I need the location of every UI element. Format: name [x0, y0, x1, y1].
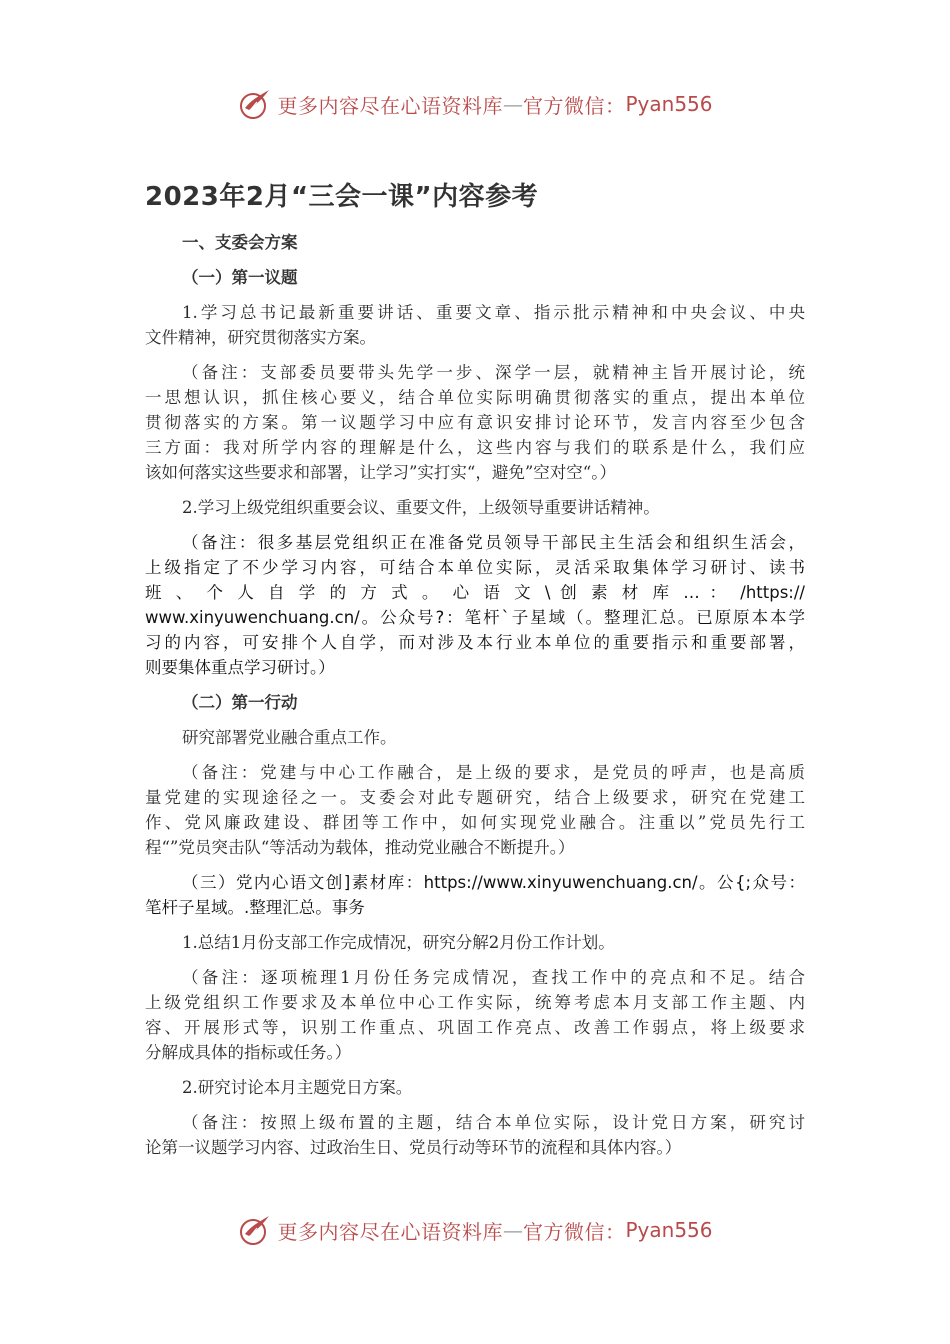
banner-wechat-handle: Pyan556 — [625, 1218, 713, 1242]
banner-official-label: 官方微信： — [522, 1219, 626, 1244]
paragraph-note-3-2: （备注：按照上级布置的主题，结合本单位实际，设计党日方案，研究讨 论第一议题学习内容、过政治生日、党员行动等环节的流程和具体内容。） — [145, 1113, 805, 1157]
paragraph-note-2-1: （备注：党建与中心工作融合，是上级的要求，是党员的呼声，也是高质 量党建的实现途径之一。支委会对此专题研究，结合上级要求，研究在党建工 作、党风廉政建设、群团等工作中，如何实现党业融合。注重以”党员先行工 程“”党员突击队“等活动为载体，推动党业融合不断提升。） — [145, 763, 805, 857]
banner-separator: — — [502, 1218, 523, 1242]
banner-promo-text: 更多内容尽在心语资料库 — [277, 93, 503, 118]
paragraph-note-3-1: （备注：逐项梳理1月份任务完成情况，查找工作中的亮点和不足。结合 上级党组织工作要求及本单位中心工作实际，统筹考虑本月支部工作主题、内 容、开展形式等，识别工作重点、巩固工作亮点、改善工作弱点，将上级要求 分解成具体的指标或任务。） — [145, 968, 805, 1062]
banner-wechat-handle: Pyan556 — [625, 92, 713, 116]
paragraph-item-1-2: 2.学习上级党组织重要会议、重要文件，上级领导重要讲话精神。 — [182, 498, 660, 517]
document-body — [145, 230, 805, 1160]
footer-watermark-banner — [0, 1210, 950, 1250]
subsection-heading: （一）第一议题 — [182, 268, 298, 287]
banner-separator: — — [502, 92, 523, 116]
banner-promo-text: 更多内容尽在心语资料库 — [277, 1219, 503, 1244]
document-title: 2023年2月“三会一课”内容参考 — [145, 182, 539, 212]
paragraph-item-3-2: 2.研究讨论本月主题党日方案。 — [182, 1078, 413, 1097]
paragraph-note-1-2: （备注：很多基层党组织正在准备党员领导干部民主生活会和组织生活会， 上级指定了不少学习内容，可结合本单位实际，灵活采取集体学习研讨、读书 班 、 个 人 自 学 的 方 式 。 心 语 文 \ 创 素 材 库 … ： /https:// www.xinyuwenchuang.cn/。公众号?：笔杆`子星域（。整理汇总。已原原本本学 习的内容，可安排个人自学，而对涉及本行业本单位的重要指示和重要部署， 则要集体重点学习研讨。） — [145, 533, 805, 677]
section-heading: 一、支委会方案 — [182, 233, 298, 252]
quill-seal-icon — [237, 86, 273, 122]
quill-seal-icon — [237, 1212, 273, 1248]
subsection-heading-3: （三）党内心语文创]素材库：https://www.xinyuwenchuang.cn/。公{;众号： 笔杆子星域。.整理汇总。事务 — [145, 873, 805, 917]
header-watermark-banner — [0, 84, 950, 124]
paragraph-item-1-1: 1.学习总书记最新重要讲话、重要文章、指示批示精神和中央会议、中央 文件精神，研究贯彻落实方案。 — [145, 303, 805, 347]
subsection-heading: （二）第一行动 — [182, 693, 298, 712]
paragraph-item-2-1: 研究部署党业融合重点工作。 — [182, 728, 397, 747]
banner-official-label: 官方微信： — [522, 93, 626, 118]
paragraph-item-3-1: 1.总结1月份支部工作完成情况，研究分解2月份工作计划。 — [182, 933, 615, 952]
paragraph-note-1-1: （备注：支部委员要带头先学一步、深学一层，就精神主旨开展讨论，统 一思想认识，抓住核心要义，结合单位实际明确贯彻落实的重点，提出本单位 贯彻落实的方案。第一议题学习中应有意识安排讨论环节，发言内容至少包含 三方面：我对所学内容的理解是什么，这些内容与我们的联系是什么，我们应 该如何落实这些要求和部署，让学习”实打实“，避免”空对空“。） — [145, 363, 805, 482]
